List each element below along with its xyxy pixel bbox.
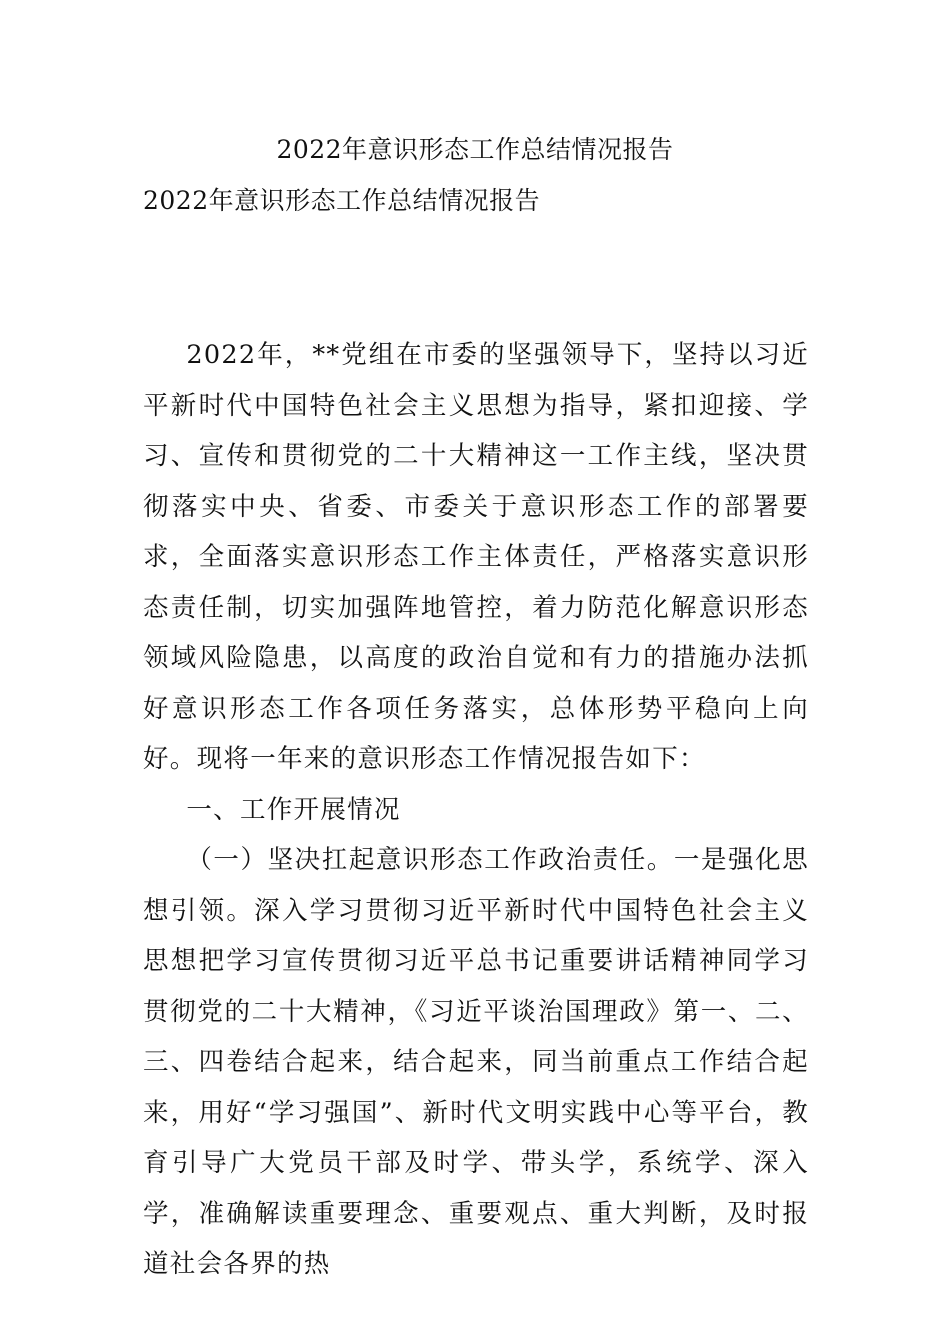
paragraph-section-one: （一）坚决扛起意识形态工作政治责任。一是强化思想引领。深入学习贯彻习近平新时代中国特色社会主义思想把学习宣传贯彻习近平总书记重要讲话精神同学习贯彻党的二十大精神，《习近平谈治国理政》第一、二、三、四卷结合起来，结合起来，同当前重点工作结合起来，用好“学习强国”、新时代文明实践中心等平台，教育引导广大党员干部及时学、带头学，系统学、深入学，准确解读重要理念、重要观点、重大判断，及时报道社会各界的热 bbox=[143, 845, 809, 1279]
document-title-centered: 2022年意识形态工作总结情况报告 bbox=[276, 135, 674, 164]
document-title-left: 2022年意识形态工作总结情况报告 bbox=[143, 186, 541, 215]
section-heading: 一、工作开展情况 bbox=[186, 794, 401, 825]
paragraph-intro: 2022年，**党组在市委的坚强领导下，坚持以习近平新时代中国特色社会主义思想为指导，紧扣迎接、学习、宣传和贯彻党的二十大精神这一工作主线，坚决贯彻落实中央、省委、市委关于意识形态工作的部署要求，全面落实意识形态工作主体责任，严格落实意识形态责任制，切实加强阵地管控，着力防范化解意识形态领域风险隐患，以高度的政治自觉和有力的措施办法抓好意识形态工作各项任务落实，总体形势平稳向上向好。现将一年来的意识形态工作情况报告如下： bbox=[143, 340, 809, 774]
document-body bbox=[143, 330, 809, 1290]
